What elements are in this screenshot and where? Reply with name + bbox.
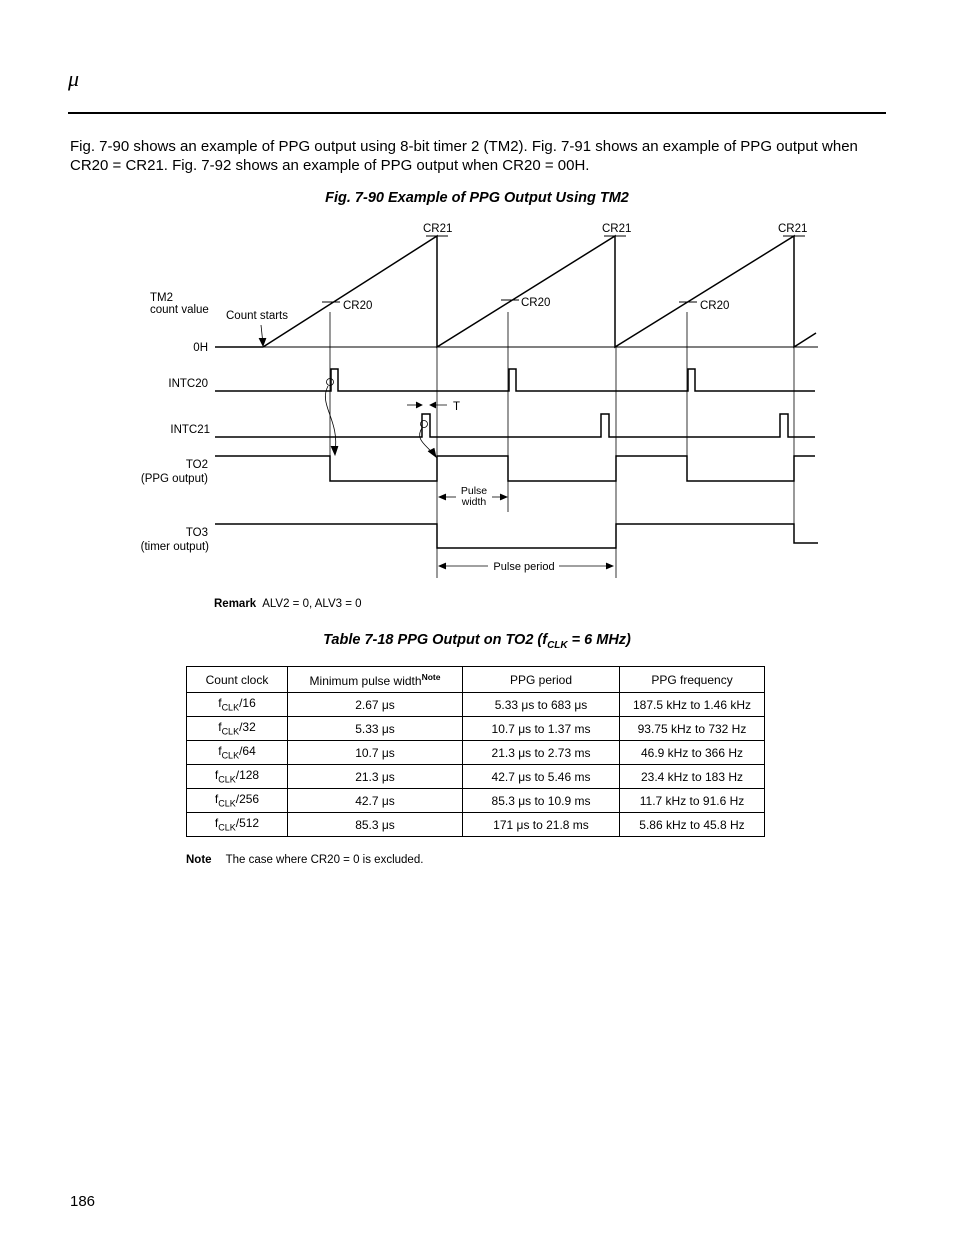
intc21-label: INTC21 [170, 424, 210, 436]
cr20-label-2: CR20 [521, 297, 551, 309]
ppg-output-table [186, 666, 765, 837]
header-rule [68, 112, 886, 114]
table-row [187, 789, 765, 813]
width-label: width [461, 496, 487, 508]
cell-ppg-frequency: 93.75 kHz to 732 Hz [620, 717, 765, 741]
header-min-pulse-width: Minimum pulse width$^{Note}$ [288, 667, 463, 693]
cell-ppg-period: 5.33 μs to 683 μs [463, 693, 620, 717]
cell-min-pulse-width: 42.7 μs [288, 789, 463, 813]
cell-min-pulse-width: 2.67 μs [288, 693, 463, 717]
count-value-label: count value [150, 304, 209, 316]
cell-ppg-frequency: 46.9 kHz to 366 Hz [620, 741, 765, 765]
intro-paragraph: Fig. 7-90 shows an example of PPG output using 8-bit timer 2 (TM2). Fig. 7-91 shows an example of PPG output when CR20 = CR21. Fig. 7-92 shows an example of PPG output when CR20 = 00H. [70, 138, 858, 174]
intc21-waveform [215, 414, 815, 437]
tm2-label: TM2 [150, 292, 173, 304]
remark [214, 598, 362, 610]
cell-count-clock: $f_{CLK}/128$ [187, 765, 288, 789]
cell-ppg-period: 10.7 μs to 1.37 ms [463, 717, 620, 741]
cr21-label-1: CR21 [423, 223, 453, 235]
table-header-row [187, 667, 765, 693]
note-text: The case where CR20 = 0 is excluded. [225, 854, 424, 866]
to3-waveform [215, 524, 818, 548]
to3-label: TO3 [185, 527, 208, 539]
to2-waveform [215, 456, 815, 481]
header-ppg-period: PPG period [463, 667, 620, 693]
header-count-clock: Count clock [187, 667, 288, 693]
table-row [187, 741, 765, 765]
cell-ppg-frequency: 11.7 kHz to 91.6 Hz [620, 789, 765, 813]
table-title: Table 7-18 PPG Output on TO2 ($f_{CLK} = 6$ MHz) [323, 632, 631, 651]
cr20-label-3: CR20 [700, 300, 730, 312]
cell-min-pulse-width: 10.7 μs [288, 741, 463, 765]
table-row [187, 717, 765, 741]
figure-title: Fig. 7-90 Example of PPG Output Using TM2 [325, 190, 629, 206]
cell-count-clock: $f_{CLK}/256$ [187, 789, 288, 813]
cr20-label-1: CR20 [343, 300, 373, 312]
mu-symbol: μ [68, 66, 80, 91]
cell-count-clock: $f_{CLK}/512$ [187, 813, 288, 837]
remark-text: ALV2 = 0, ALV3 = 0 [262, 598, 362, 610]
cell-count-clock: $f_{CLK}/64$ [187, 741, 288, 765]
remark-label: Remark [214, 598, 257, 610]
table-note [186, 854, 423, 866]
cell-count-clock: $f_{CLK}/32$ [187, 717, 288, 741]
cell-ppg-frequency: 187.5 kHz to 1.46 kHz [620, 693, 765, 717]
table-row [187, 693, 765, 717]
header-ppg-frequency: PPG frequency [620, 667, 765, 693]
cell-ppg-period: 171 μs to 21.8 ms [463, 813, 620, 837]
t-label: T [453, 401, 461, 413]
table-row [187, 765, 765, 789]
count-starts-label: Count starts [226, 310, 288, 322]
pulse-label: Pulse [460, 485, 488, 497]
pulse-period-label: Pulse period [493, 561, 555, 573]
cell-ppg-frequency: 23.4 kHz to 183 Hz [620, 765, 765, 789]
zero-h-label: 0H [193, 342, 208, 354]
tm2-count-waveform [215, 236, 816, 347]
cr21-label-2: CR21 [602, 223, 632, 235]
intc20-waveform [215, 369, 815, 391]
cell-ppg-period: 21.3 μs to 2.73 ms [463, 741, 620, 765]
cr21-label-3: CR21 [778, 223, 808, 235]
cell-ppg-period: 42.7 μs to 5.46 ms [463, 765, 620, 789]
table-row [187, 813, 765, 837]
page-number: 186 [70, 1193, 96, 1210]
timer-output-label: (timer output) [140, 541, 209, 553]
cell-ppg-frequency: 5.86 kHz to 45.8 Hz [620, 813, 765, 837]
to2-label: TO2 [185, 459, 208, 471]
intc20-label: INTC20 [168, 378, 208, 390]
cell-ppg-period: 85.3 μs to 10.9 ms [463, 789, 620, 813]
cell-min-pulse-width: 21.3 μs [288, 765, 463, 789]
cell-count-clock: $f_{CLK}/16$ [187, 693, 288, 717]
cell-min-pulse-width: 5.33 μs [288, 717, 463, 741]
timing-diagram [0, 210, 954, 590]
note-label: Note [186, 854, 212, 866]
cell-min-pulse-width: 85.3 μs [288, 813, 463, 837]
ppg-output-label: (PPG output) [140, 473, 208, 485]
